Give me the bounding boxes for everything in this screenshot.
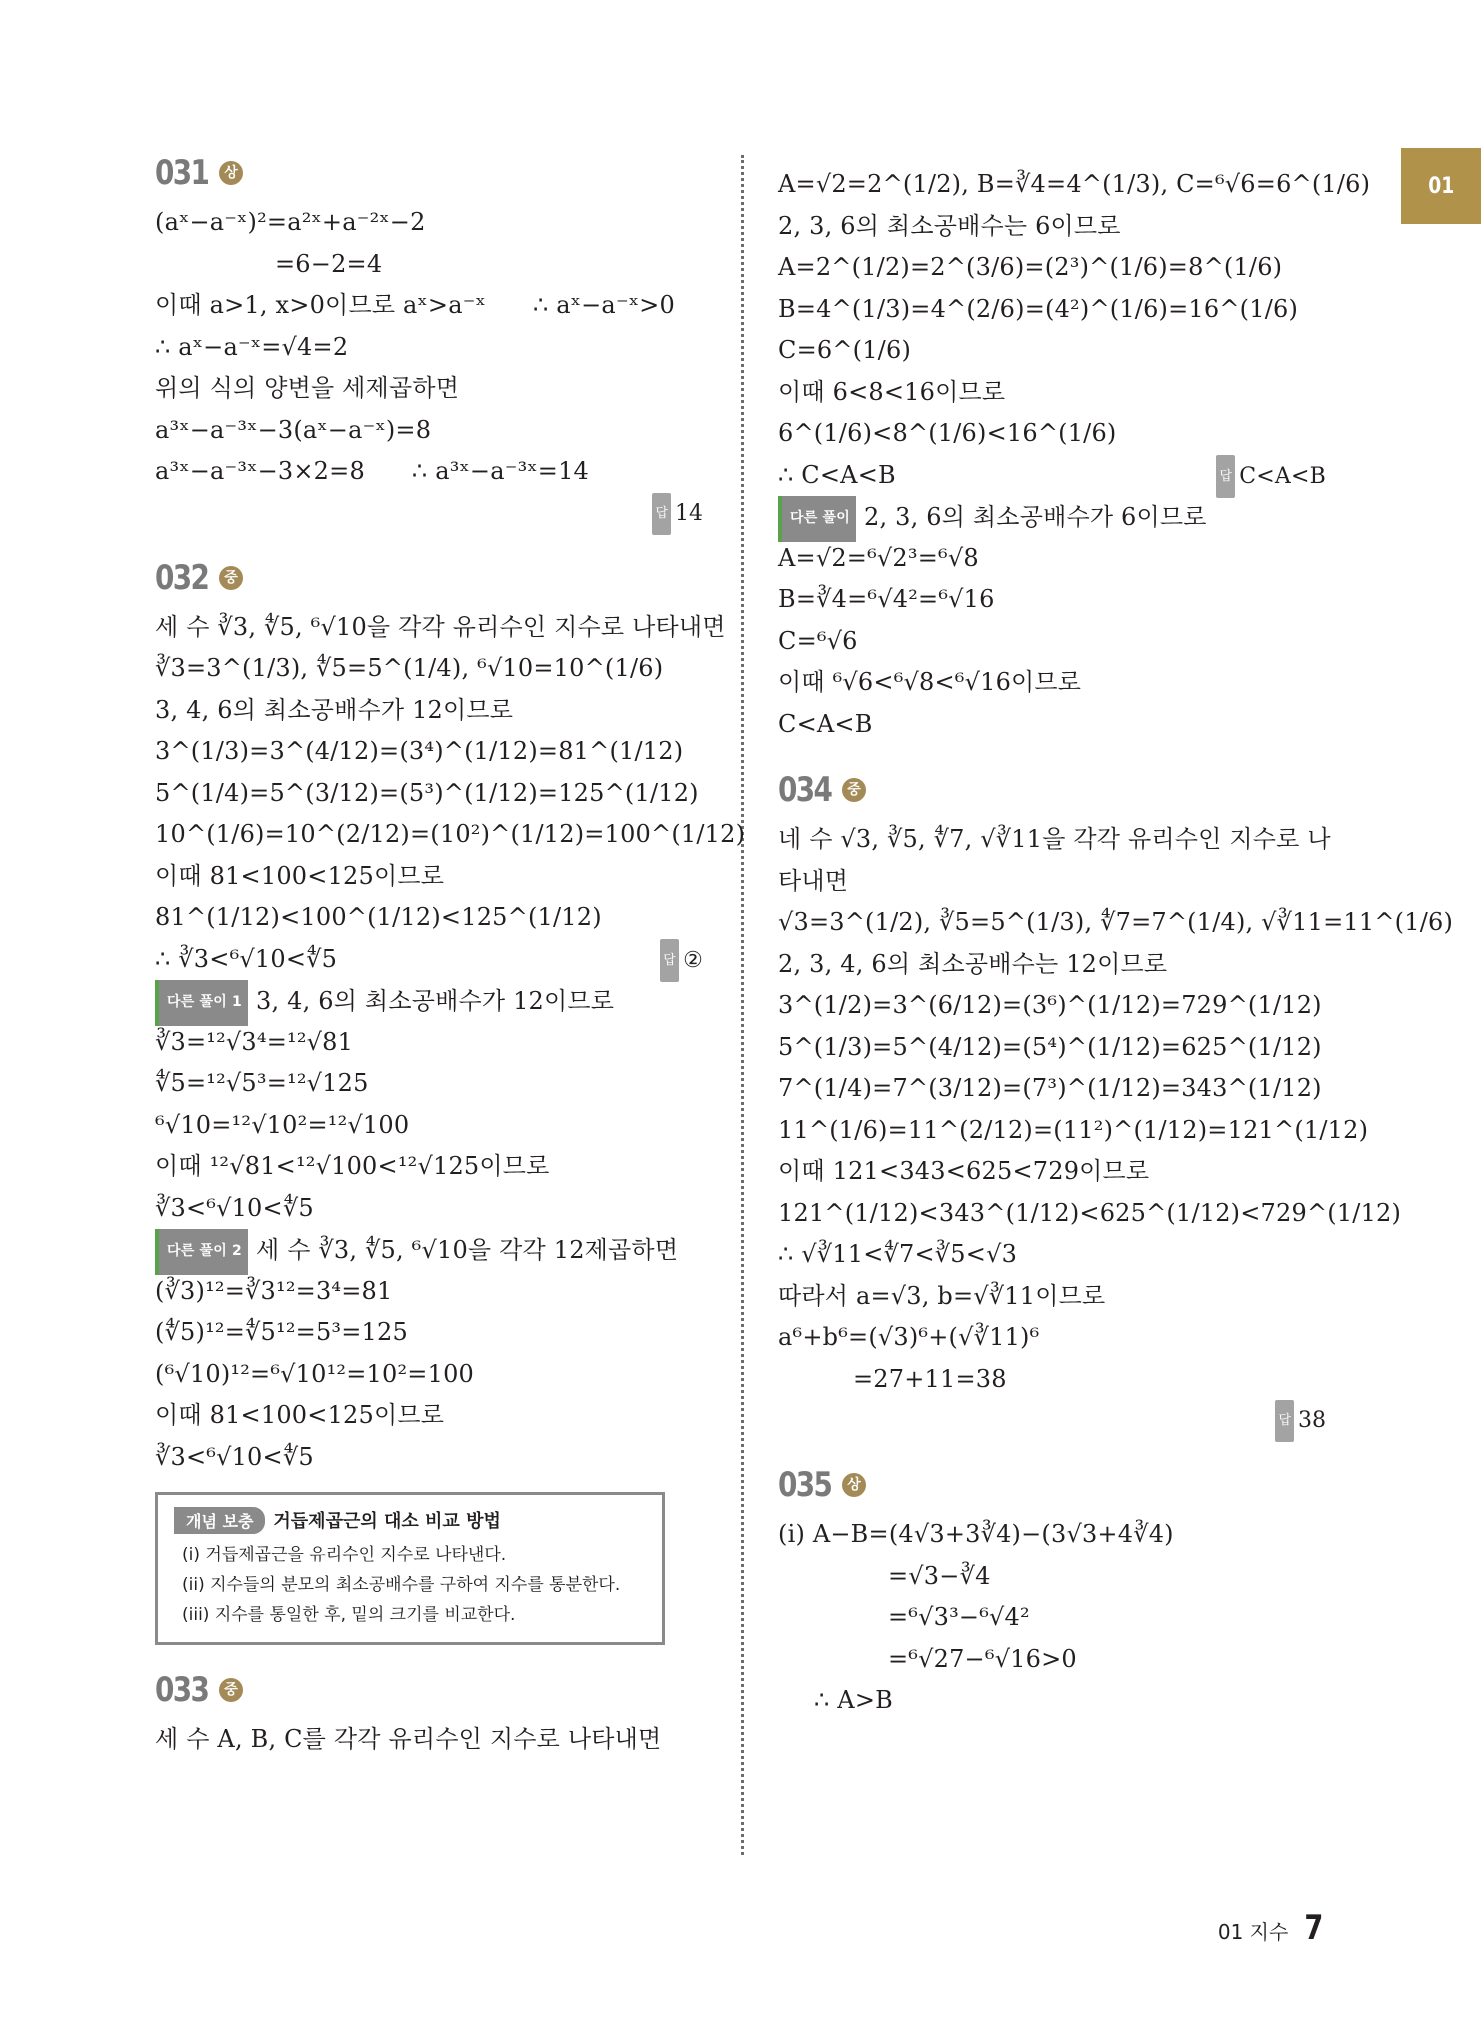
solution-line: ∛3=3^(1/3), ∜5=5^(1/4), ⁶√10=10^(1/6) — [155, 654, 664, 682]
page-footer — [1218, 1908, 1326, 1948]
concept-tag: 개념 보충 — [174, 1507, 265, 1534]
question-header-035 — [778, 1462, 1326, 1508]
solution-line: ∜5=¹²√5³=¹²√125 — [155, 1069, 369, 1097]
solution-line: =6−2=4 — [275, 249, 383, 278]
solution-line: 따라서 a=√3, b=√∛11이므로 — [778, 1281, 1106, 1310]
solution-line: ⁶√10=¹²√10²=¹²√100 — [155, 1110, 410, 1139]
solution-line: 3^(1/2)=3^(6/12)=(3⁶)^(1/12)=729^(1/12) — [778, 991, 1322, 1019]
alt-solution-tag: 다른 풀이 1 — [155, 980, 248, 1026]
solution-line: A=√2=2^(1/2), B=∛4=4^(1/3), C=⁶√6=6^(1/6) — [778, 170, 1371, 198]
answer-icon: 답 — [1216, 455, 1235, 499]
answer-value: 38 — [1298, 1408, 1326, 1433]
concept-item: (i) 거듭제곱근을 유리수인 지수로 나타낸다. — [182, 1545, 507, 1565]
solution-line: ∴ aˣ−a⁻ˣ=√4=2 — [155, 332, 349, 361]
difficulty-badge: 중 — [219, 1678, 243, 1702]
solution-line: 81^(1/12)<100^(1/12)<125^(1/12) — [155, 903, 602, 931]
concept-item: (iii) 지수를 통일한 후, 밑의 크기를 비교한다. — [182, 1605, 516, 1625]
solution-line: √3=3^(1/2), ∛5=5^(1/3), ∜7=7^(1/4), √∛11=11^(1/6) — [778, 908, 1454, 936]
question-number: 033 — [155, 1670, 209, 1710]
solution-line: a⁶+b⁶=(√3)⁶+(√∛11)⁶ — [778, 1323, 1040, 1351]
solution-line: =⁶√3³−⁶√4² — [888, 1603, 1030, 1631]
question-header-034 — [778, 767, 1326, 813]
alt-solution-text: 2, 3, 6의 최소공배수가 6이므로 — [863, 503, 1207, 531]
answer-icon: 답 — [1275, 1400, 1294, 1442]
solution-line: C=6^(1/6) — [778, 336, 912, 364]
solution-line: C=⁶√6 — [778, 626, 858, 655]
solution-line: (⁶√10)¹²=⁶√10¹²=10²=100 — [155, 1359, 475, 1388]
solution-line: 네 수 √3, ∛5, ∜7, √∛11을 각각 유리수인 지수로 나 — [778, 825, 1331, 853]
solution-line: 5^(1/3)=5^(4/12)=(5⁴)^(1/12)=625^(1/12) — [778, 1032, 1322, 1061]
solution-line: (∜5)¹²=∜5¹²=5³=125 — [155, 1318, 408, 1346]
solution-line: A=2^(1/2)=2^(3/6)=(2³)^(1/6)=8^(1/6) — [778, 253, 1283, 281]
concept-header — [174, 1507, 646, 1534]
solution-line: (aˣ−a⁻ˣ)²=a²ˣ+a⁻²ˣ−2 — [155, 208, 426, 236]
solution-line: 이때 121<343<625<729이므로 — [778, 1157, 1150, 1185]
solution-line: 이때 81<100<125이므로 — [155, 1401, 445, 1429]
solution-line: 세 수 ∛3, ∜5, ⁶√10을 각각 유리수인 지수로 나타내면 — [155, 612, 726, 641]
solution-line: =√3−∛4 — [888, 1561, 991, 1590]
solution-line: =27+11=38 — [853, 1364, 1007, 1393]
concept-title: 거듭제곱근의 대소 비교 방법 — [273, 1511, 501, 1532]
conclusion: ∴ C<A<B — [778, 460, 896, 489]
solution-line: B=4^(1/3)=4^(2/6)=(4²)^(1/6)=16^(1/6) — [778, 294, 1299, 323]
solution-line: a³ˣ−a⁻³ˣ−3(aˣ−a⁻ˣ)=8 — [155, 415, 432, 444]
answer — [155, 493, 703, 533]
solution-line: 이때 ¹²√81<¹²√100<¹²√125이므로 — [155, 1152, 550, 1180]
solution-line: 이때 6<8<16이므로 — [778, 377, 1006, 406]
solution-line: 이때 ⁶√6<⁶√8<⁶√16이므로 — [778, 668, 1082, 696]
alt-solution-text: 3, 4, 6의 최소공배수가 12이므로 — [256, 987, 615, 1015]
answer-value: C<A<B — [1239, 463, 1326, 489]
solution-line: 6^(1/6)<8^(1/6)<16^(1/6) — [778, 419, 1117, 447]
solution-line: 5^(1/4)=5^(3/12)=(5³)^(1/12)=125^(1/12) — [155, 778, 699, 807]
solution-line: 이때 a>1, x>0이므로 aˣ>a⁻ˣ ∴ aˣ−a⁻ˣ>0 — [155, 291, 675, 319]
solution-line: 10^(1/6)=10^(2/12)=(10²)^(1/12)=100^(1/12) — [155, 820, 746, 848]
alt-solution-tag: 다른 풀이 — [778, 496, 856, 542]
left-column — [155, 150, 746, 1761]
column-divider — [741, 155, 744, 1855]
solution-line: 위의 식의 양변을 세제곱하면 — [155, 374, 460, 402]
alt-solution-line — [778, 496, 1326, 538]
solution-line: ∛3<⁶√10<∜5 — [155, 1193, 314, 1222]
difficulty-badge: 상 — [219, 161, 243, 185]
question-number: 035 — [778, 1465, 832, 1505]
solution-line: 타내면 — [778, 866, 849, 895]
solution-line: 7^(1/4)=7^(3/12)=(7³)^(1/12)=343^(1/12) — [778, 1074, 1322, 1102]
solution-line: 세 수 A, B, C를 각각 유리수인 지수로 나타내면 — [155, 1725, 662, 1753]
conclusion-line — [155, 939, 703, 981]
answer-value: 14 — [675, 500, 703, 526]
solution-line: =⁶√27−⁶√16>0 — [888, 1644, 1077, 1673]
solution-line: 11^(1/6)=11^(2/12)=(11²)^(1/12)=121^(1/12) — [778, 1115, 1369, 1144]
solution-line: (i) A−B=(4√3+3∛4)−(3√3+4∛4) — [778, 1520, 1174, 1548]
concept-box — [155, 1492, 665, 1645]
solution-line: a³ˣ−a⁻³ˣ−3×2=8 ∴ a³ˣ−a⁻³ˣ=14 — [155, 457, 590, 485]
question-header-031 — [155, 150, 703, 196]
solution-line: 121^(1/12)<343^(1/12)<625^(1/12)<729^(1/12) — [778, 1198, 1402, 1227]
difficulty-badge: 중 — [842, 778, 866, 802]
page-number: 7 — [1304, 1908, 1324, 1948]
concept-item: (ii) 지수들의 분모의 최소공배수를 구하여 지수를 통분한다. — [182, 1575, 621, 1595]
solution-line: 2, 3, 4, 6의 최소공배수는 12이므로 — [778, 949, 1168, 978]
answer-icon: 답 — [652, 493, 671, 535]
solution-line: ∛3=¹²√3⁴=¹²√81 — [155, 1027, 354, 1056]
answer-value: ② — [683, 947, 703, 973]
question-number: 031 — [155, 153, 209, 193]
alt-solution-text: 세 수 ∛3, ∜5, ⁶√10을 각각 12제곱하면 — [256, 1236, 679, 1264]
solution-line: (∛3)¹²=∛3¹²=3⁴=81 — [155, 1276, 393, 1305]
question-header-033 — [155, 1667, 703, 1713]
solution-line: A=√2=⁶√2³=⁶√8 — [778, 543, 979, 572]
question-number: 034 — [778, 770, 832, 810]
solution-line: B=∛4=⁶√4²=⁶√16 — [778, 585, 995, 613]
footer-chapter-title: 01 지수 — [1217, 1920, 1289, 1944]
solution-line: C<A<B — [778, 709, 873, 738]
difficulty-badge: 중 — [219, 566, 243, 590]
solution-line: 이때 81<100<125이므로 — [155, 861, 445, 890]
solution-line: ∛3<⁶√10<∜5 — [155, 1442, 314, 1471]
question-header-032 — [155, 555, 703, 601]
answer-icon: 답 — [660, 939, 679, 983]
solution-line: ∴ A>B — [814, 1686, 893, 1714]
conclusion-line — [778, 455, 1326, 497]
alt-solution-2-line — [155, 1229, 703, 1271]
chapter-tab: 01 — [1401, 148, 1481, 224]
solution-line: 2, 3, 6의 최소공배수는 6이므로 — [778, 211, 1121, 240]
answer — [778, 1400, 1326, 1440]
alt-solution-tag: 다른 풀이 2 — [155, 1229, 248, 1275]
solution-line: 3^(1/3)=3^(4/12)=(3⁴)^(1/12)=81^(1/12) — [155, 737, 684, 765]
conclusion: ∴ ∛3<⁶√10<∜5 — [155, 944, 338, 973]
solution-line: 3, 4, 6의 최소공배수가 12이므로 — [155, 695, 514, 724]
alt-solution-1-line — [155, 980, 703, 1022]
solution-line: ∴ √∛11<∜7<∛5<√3 — [778, 1240, 1018, 1268]
difficulty-badge: 상 — [842, 1473, 866, 1497]
question-number: 032 — [155, 557, 209, 598]
